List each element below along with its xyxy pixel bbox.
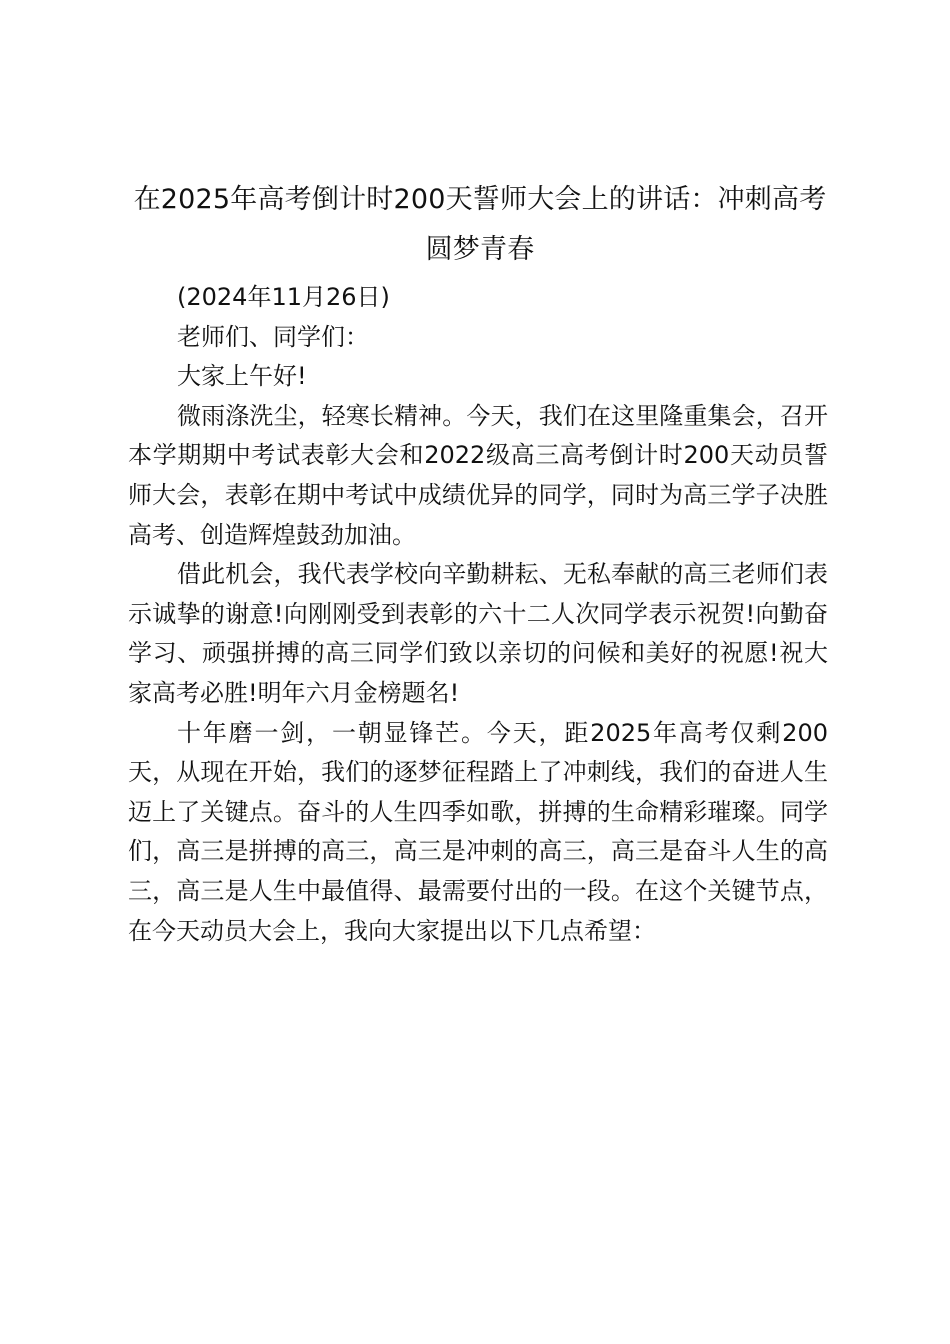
paragraph: 十年磨一剑，一朝显锋芒。今天，距2025年高考仅剩200天，从现在开始，我们的逐梦征程踏上了冲刺线，我们的奋进人生迈上了关键点。奋斗的人生四季如歌，拼搏的生命精彩璀璨。同学们，高三是拼搏的高三，高三是冲刺的高三，高三是奋斗人生的高三，高三是人生中最值得、最需要付出的一段。在这个关键节点，在今天动员大会上，我向大家提出以下几点希望： — [128, 718, 828, 945]
paragraph: 借此机会，我代表学校向辛勤耕耘、无私奉献的高三老师们表示诚挚的谢意!向刚刚受到表彰的六十二人次同学表示祝贺!向勤奋学习、顽强拼搏的高三同学们致以亲切的问候和美好的祝愿!祝大家高考必胜!明年六月金榜题名! — [128, 560, 828, 707]
document-title: 在2025年高考倒计时200天誓师大会上的讲话：冲刺高考圆梦青春 — [133, 184, 827, 265]
salutation: 老师们、同学们： — [177, 322, 369, 351]
paragraph: 微雨涤洗尘，轻寒长精神。今天，我们在这里隆重集会，召开本学期期中考试表彰大会和2022级高三高考倒计时200天动员誓师大会，表彰在期中考试中成绩优异的同学，同时为高三学子决胜高考、创造辉煌鼓劲加油。 — [128, 401, 828, 549]
document-body — [128, 278, 828, 951]
greeting: 大家上午好! — [177, 362, 307, 391]
document-date: (2024年11月26日) — [177, 283, 390, 311]
